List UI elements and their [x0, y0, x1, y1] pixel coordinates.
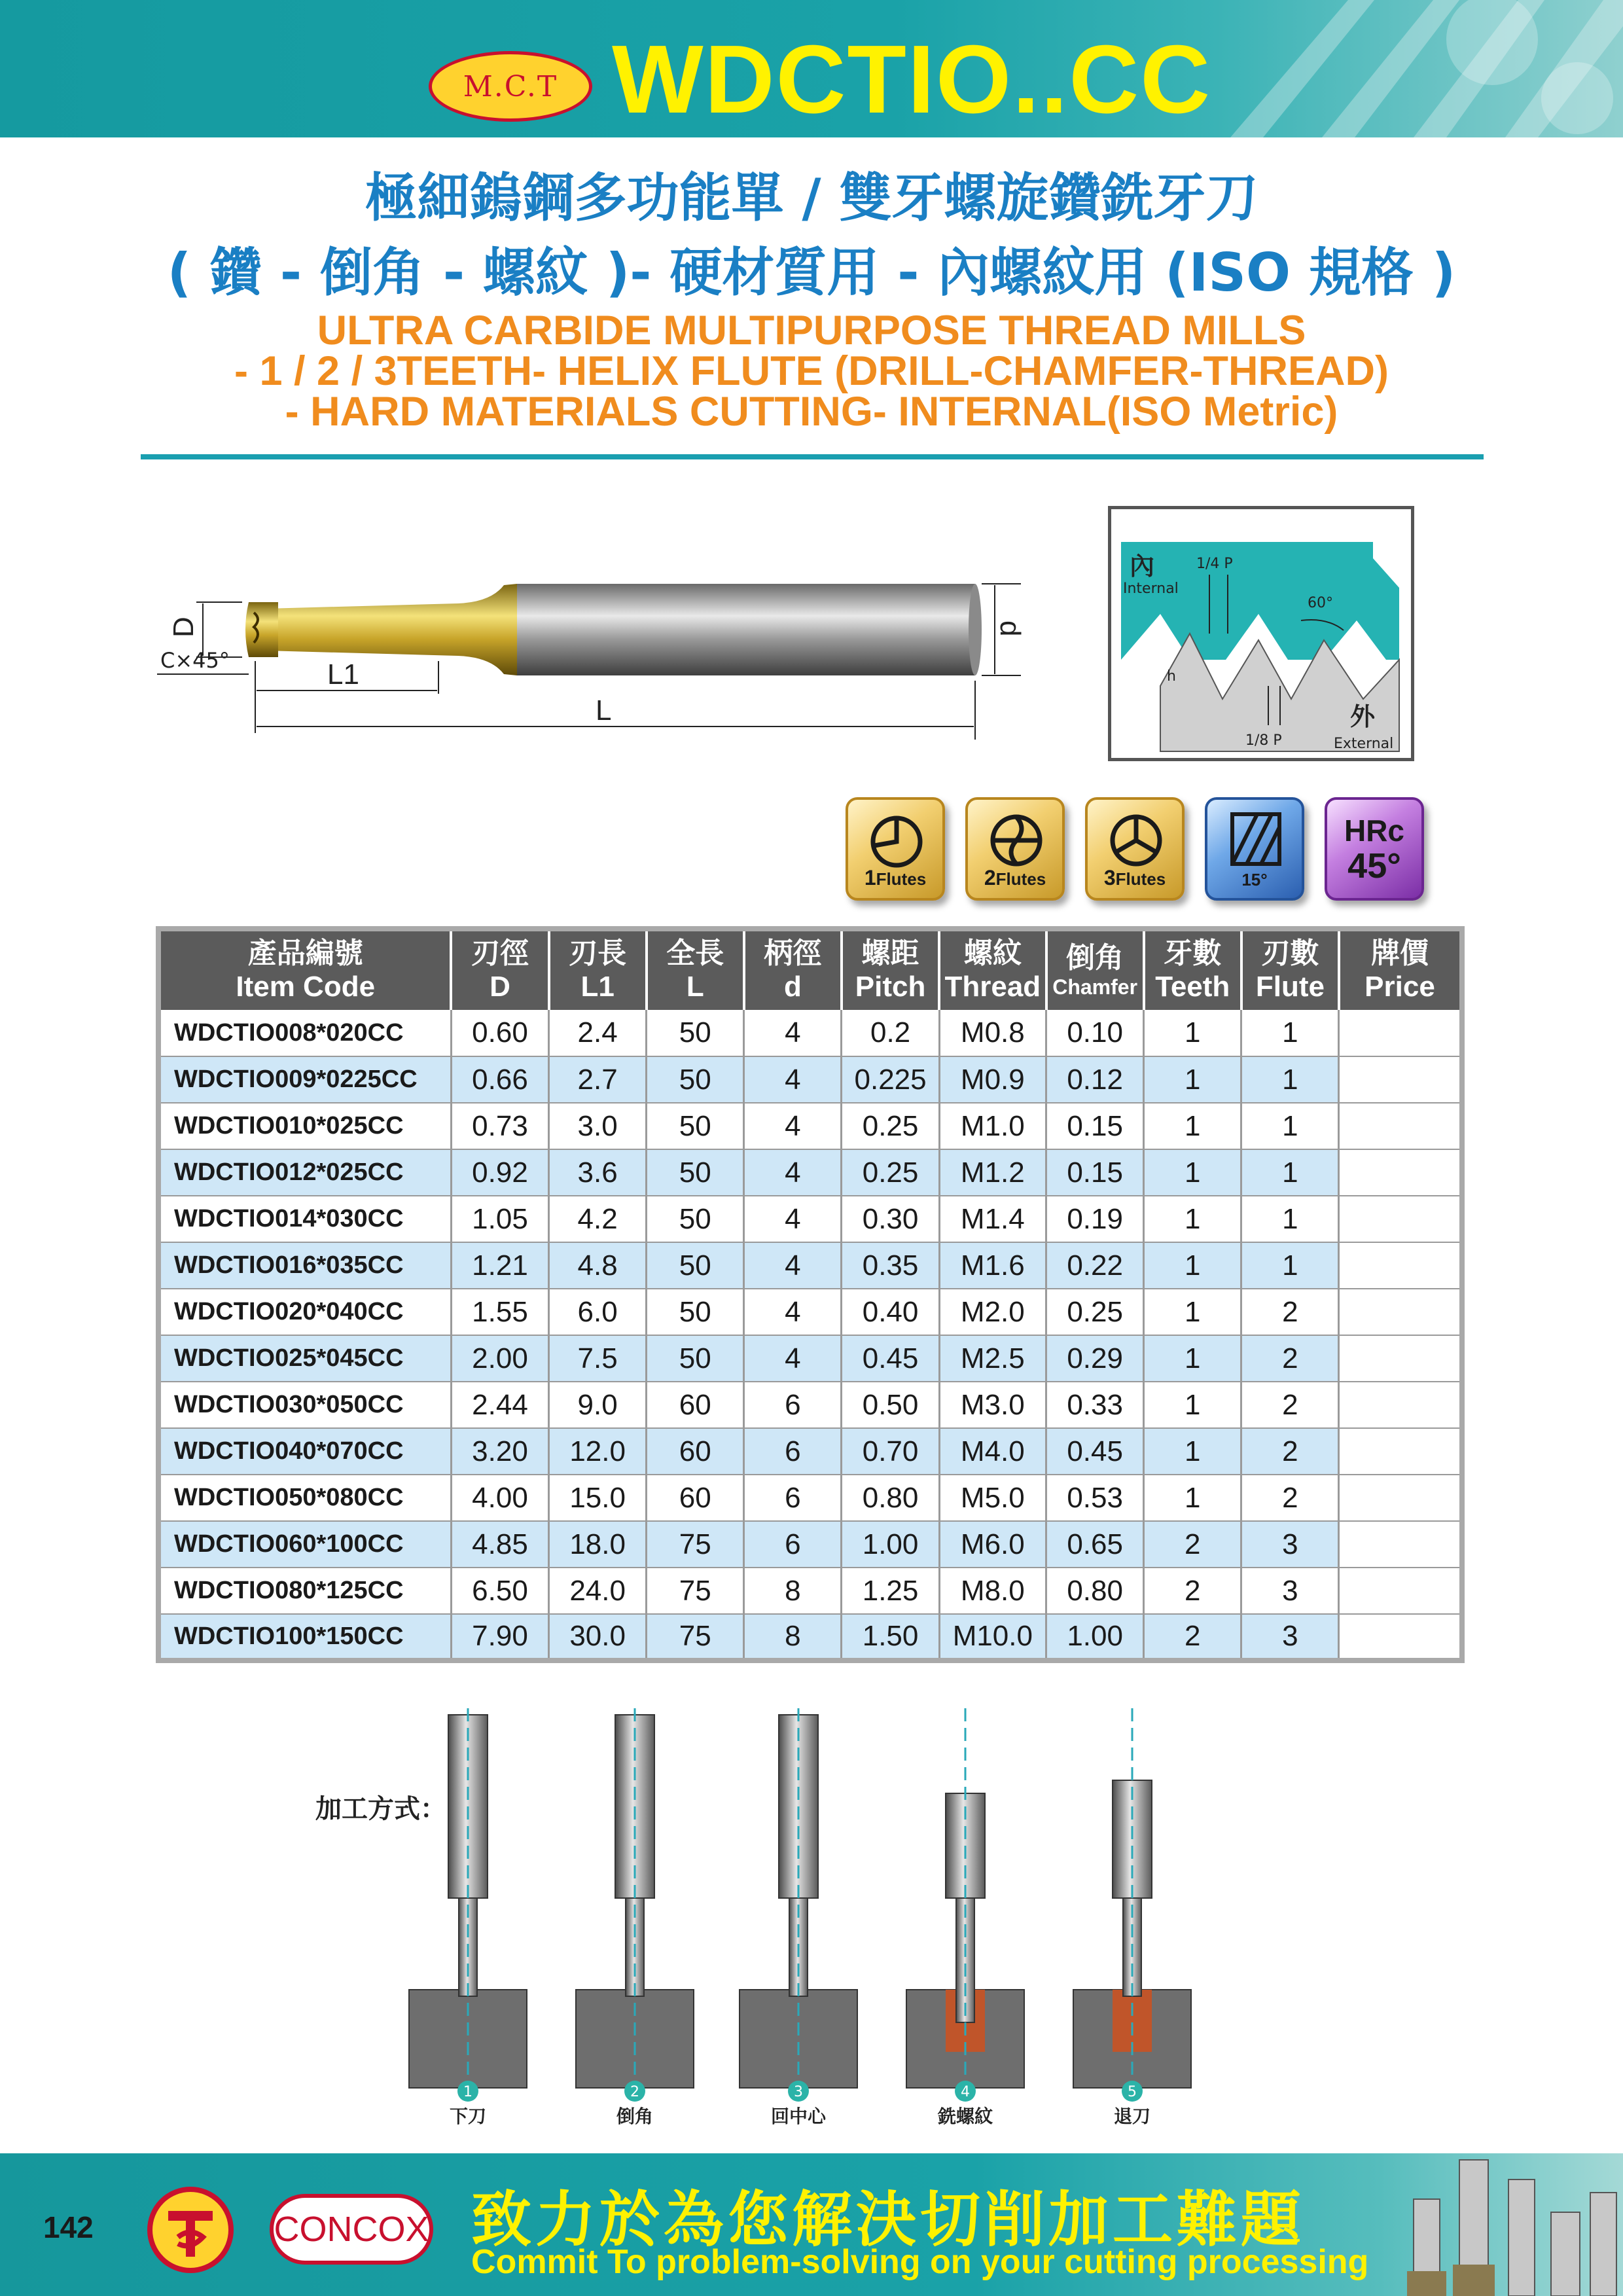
- step-number: 4: [961, 2084, 970, 2100]
- price-cell: [1339, 1335, 1462, 1382]
- column-header: [1241, 929, 1339, 1010]
- price-cell: [1339, 1521, 1462, 1568]
- table-cell: 2: [1241, 1382, 1339, 1428]
- three-flutes-symbol: [1105, 809, 1168, 868]
- table-cell: 2: [1241, 1475, 1339, 1521]
- table-cell: M0.8: [939, 1010, 1046, 1056]
- table-cell: M2.0: [939, 1289, 1046, 1335]
- item-code-cell: WDCTIO030*050CC: [158, 1382, 451, 1428]
- table-cell: 1.05: [451, 1196, 548, 1242]
- helix-angle-icon: [1205, 797, 1304, 901]
- table-cell: 50: [647, 1010, 744, 1056]
- price-cell: [1339, 1242, 1462, 1289]
- price-cell: [1339, 1103, 1462, 1149]
- table-cell: 1.55: [451, 1289, 548, 1335]
- item-code-cell: WDCTIO060*100CC: [158, 1521, 451, 1568]
- table-cell: 0.80: [1046, 1568, 1144, 1614]
- three-flutes-label: 3Flutes: [1103, 866, 1166, 889]
- zh-title-line-2: ( 鑽 - 倒角 - 螺紋 )- 硬材質用 - 內螺紋用 (ISO 規格 ): [167, 242, 1456, 303]
- table-cell: M0.9: [939, 1056, 1046, 1103]
- table-cell: 2.44: [451, 1382, 548, 1428]
- table-cell: 6.50: [451, 1568, 548, 1614]
- chamfer-label: C×45°: [160, 648, 230, 673]
- hardness-icon: [1325, 797, 1424, 901]
- table-cell: 2: [1241, 1289, 1339, 1335]
- en-title-line-3: - HARD MATERIALS CUTTING- INTERNAL(ISO Metric): [285, 389, 1338, 435]
- column-header: [1046, 929, 1144, 1010]
- item-code-cell: WDCTIO080*125CC: [158, 1568, 451, 1614]
- item-code-cell: WDCTIO014*030CC: [158, 1196, 451, 1242]
- table-cell: 4.2: [549, 1196, 647, 1242]
- table-cell: 15.0: [549, 1475, 647, 1521]
- price-cell: [1339, 1428, 1462, 1475]
- table-cell: M5.0: [939, 1475, 1046, 1521]
- table-cell: 3: [1241, 1614, 1339, 1660]
- table-cell: 2.00: [451, 1335, 548, 1382]
- table-cell: 0.53: [1046, 1475, 1144, 1521]
- table-cell: 3: [1241, 1568, 1339, 1614]
- table-cell: 2: [1241, 1428, 1339, 1475]
- process-step-label: 倒角: [616, 2106, 653, 2127]
- table-cell: 0.22: [1046, 1242, 1144, 1289]
- price-cell: [1339, 1475, 1462, 1521]
- table-cell: 2.7: [549, 1056, 647, 1103]
- company-logo-icon: [145, 2185, 236, 2275]
- price-cell: [1339, 1196, 1462, 1242]
- table-row: [158, 1568, 1462, 1614]
- thread-profile-diagram: [1108, 506, 1414, 761]
- column-header-zh: 螺距: [861, 937, 919, 970]
- column-header-en: Item Code: [236, 971, 376, 1003]
- price-cell: [1339, 1614, 1462, 1660]
- table-cell: 7.5: [549, 1335, 647, 1382]
- table-cell: 50: [647, 1103, 744, 1149]
- table-cell: 50: [647, 1242, 744, 1289]
- column-header-en: D: [490, 971, 510, 1003]
- column-header: [744, 929, 842, 1010]
- table-cell: 2: [1144, 1568, 1241, 1614]
- table-cell: 3.20: [451, 1428, 548, 1475]
- column-header-zh: 倒角: [1066, 942, 1124, 975]
- process-step-label: 退刀: [1113, 2106, 1150, 2127]
- tool-dimension-diagram: [151, 563, 1026, 759]
- table-cell: 4.8: [549, 1242, 647, 1289]
- table-cell: 6: [744, 1382, 842, 1428]
- concox-logo: [270, 2194, 433, 2265]
- one-flute-symbol: [865, 809, 928, 868]
- two-flutes-icon: [965, 797, 1065, 901]
- en-title-line-2: - 1 / 2 / 3TEETH- HELIX FLUTE (DRILL-CHAMFER-THREAD): [234, 348, 1389, 394]
- step-number: 2: [630, 2084, 639, 2100]
- table-cell: 9.0: [549, 1382, 647, 1428]
- table-cell: 1.00: [842, 1521, 939, 1568]
- table-cell: 50: [647, 1196, 744, 1242]
- table-cell: 30.0: [549, 1614, 647, 1660]
- column-header-zh: 螺紋: [963, 937, 1022, 970]
- table-cell: 7.90: [451, 1614, 548, 1660]
- column-header: [549, 929, 647, 1010]
- dim-L1-label: L1: [327, 658, 359, 691]
- table-cell: 0.2: [842, 1010, 939, 1056]
- item-code-cell: WDCTIO020*040CC: [158, 1289, 451, 1335]
- table-row: [158, 1475, 1462, 1521]
- price-cell: [1339, 1149, 1462, 1196]
- table-cell: 0.33: [1046, 1382, 1144, 1428]
- table-cell: 1: [1241, 1149, 1339, 1196]
- process-step-3: [740, 1708, 857, 2102]
- table-cell: 1.21: [451, 1242, 548, 1289]
- table-cell: 4.00: [451, 1475, 548, 1521]
- table-cell: 0.15: [1046, 1149, 1144, 1196]
- column-header-zh: 柄徑: [764, 937, 822, 970]
- footer-band: [0, 2153, 1623, 2296]
- column-header: [1339, 929, 1462, 1010]
- table-cell: 2.4: [549, 1010, 647, 1056]
- table-cell: 75: [647, 1614, 744, 1660]
- column-header-zh: 刃長: [569, 937, 627, 970]
- item-code-cell: WDCTIO040*070CC: [158, 1428, 451, 1475]
- external-zh-label: 外: [1350, 702, 1376, 731]
- table-cell: 1: [1241, 1103, 1339, 1149]
- item-code-cell: WDCTIO016*035CC: [158, 1242, 451, 1289]
- process-step-5: [1073, 1708, 1191, 2102]
- table-cell: 1: [1144, 1335, 1241, 1382]
- table-cell: M10.0: [939, 1614, 1046, 1660]
- thread-profile-svg: [1111, 509, 1411, 758]
- column-header: [1144, 929, 1241, 1010]
- table-cell: 0.70: [842, 1428, 939, 1475]
- table-cell: 1: [1241, 1010, 1339, 1056]
- column-header: [939, 929, 1046, 1010]
- table-cell: 12.0: [549, 1428, 647, 1475]
- column-header-en: Teeth: [1155, 971, 1230, 1003]
- table-cell: 1: [1144, 1149, 1241, 1196]
- spec-table: [156, 926, 1465, 1663]
- table-cell: 0.225: [842, 1056, 939, 1103]
- table-cell: 1: [1241, 1196, 1339, 1242]
- table-cell: 2: [1241, 1335, 1339, 1382]
- process-step-4: [906, 1708, 1024, 2102]
- table-body: [158, 1010, 1462, 1660]
- zh-title-line-1: 極細鎢鋼多功能單 / 雙牙螺旋鑽銑牙刀: [365, 168, 1258, 228]
- table-row: [158, 1196, 1462, 1242]
- column-header-zh: 產品編號: [247, 937, 363, 970]
- table-cell: 0.45: [842, 1335, 939, 1382]
- helix-angle-label: 15°: [1241, 870, 1268, 889]
- table-cell: 0.30: [842, 1196, 939, 1242]
- internal-zh-label: 內: [1130, 552, 1155, 581]
- table-cell: 6: [744, 1428, 842, 1475]
- title-divider: [141, 454, 1484, 459]
- table-cell: 1: [1144, 1103, 1241, 1149]
- column-header-zh: 刃數: [1261, 937, 1319, 970]
- table-cell: 1: [1144, 1056, 1241, 1103]
- table-cell: 1: [1144, 1475, 1241, 1521]
- column-header-zh: 全長: [666, 937, 724, 970]
- table-cell: 1: [1144, 1242, 1241, 1289]
- concox-logo-text: CONCOX: [274, 2210, 429, 2249]
- table-cell: 0.92: [451, 1149, 548, 1196]
- dim-d-label: d: [994, 620, 1026, 637]
- three-flutes-icon: [1085, 797, 1185, 901]
- header-tools-decoration: [1152, 0, 1623, 137]
- step-number: 3: [794, 2084, 803, 2100]
- column-header: [158, 929, 451, 1010]
- table-row: [158, 1010, 1462, 1056]
- table-cell: 1.25: [842, 1568, 939, 1614]
- one-flute-label: 1Flutes: [864, 866, 927, 889]
- price-cell: [1339, 1056, 1462, 1103]
- table-cell: M1.0: [939, 1103, 1046, 1149]
- table-cell: M6.0: [939, 1521, 1046, 1568]
- table-cell: 3.0: [549, 1103, 647, 1149]
- table-cell: 0.25: [842, 1149, 939, 1196]
- item-code-cell: WDCTIO009*0225CC: [158, 1056, 451, 1103]
- table-cell: 75: [647, 1568, 744, 1614]
- table-cell: 18.0: [549, 1521, 647, 1568]
- table-cell: 4: [744, 1010, 842, 1056]
- process-step-2: [576, 1708, 694, 2102]
- price-cell: [1339, 1010, 1462, 1056]
- two-flutes-label: 2Flutes: [984, 866, 1046, 889]
- table-cell: 4: [744, 1103, 842, 1149]
- table-row: [158, 1242, 1462, 1289]
- table-cell: 1: [1144, 1010, 1241, 1056]
- column-header-en: Pitch: [855, 971, 926, 1003]
- column-header-en: Price: [1364, 971, 1435, 1003]
- table-cell: M1.4: [939, 1196, 1046, 1242]
- machining-process-diagram: [393, 1708, 1217, 2134]
- header-band: [0, 0, 1623, 137]
- price-cell: [1339, 1382, 1462, 1428]
- table-cell: M8.0: [939, 1568, 1046, 1614]
- external-en-label: External: [1334, 736, 1394, 752]
- quarter-pitch-label: 1/4 P: [1196, 556, 1233, 572]
- table-cell: 8: [744, 1614, 842, 1660]
- column-header-zh: 牌價: [1370, 937, 1429, 970]
- item-code-cell: WDCTIO050*080CC: [158, 1475, 451, 1521]
- table-row: [158, 1521, 1462, 1568]
- process-step-label: 下刀: [449, 2106, 486, 2127]
- table-cell: M1.6: [939, 1242, 1046, 1289]
- table-cell: 4: [744, 1056, 842, 1103]
- table-cell: 60: [647, 1475, 744, 1521]
- item-code-cell: WDCTIO008*020CC: [158, 1010, 451, 1056]
- table-row: [158, 1056, 1462, 1103]
- angle-label: 60°: [1308, 595, 1333, 611]
- table-cell: 0.50: [842, 1382, 939, 1428]
- process-label: 加工方式：: [315, 1794, 446, 1824]
- item-code-cell: WDCTIO025*045CC: [158, 1335, 451, 1382]
- one-flute-icon: [846, 797, 945, 901]
- price-cell: [1339, 1289, 1462, 1335]
- table-cell: 6: [744, 1475, 842, 1521]
- table-row: [158, 1289, 1462, 1335]
- table-cell: 0.19: [1046, 1196, 1144, 1242]
- table-cell: 4.85: [451, 1521, 548, 1568]
- two-flutes-symbol: [985, 809, 1048, 868]
- table-row: [158, 1382, 1462, 1428]
- helix-angle-symbol: [1224, 809, 1287, 868]
- process-step-label: 回中心: [770, 2106, 826, 2127]
- mct-logo: [429, 51, 592, 122]
- table-cell: M2.5: [939, 1335, 1046, 1382]
- table-cell: 1: [1144, 1196, 1241, 1242]
- price-cell: [1339, 1568, 1462, 1614]
- item-code-cell: WDCTIO010*025CC: [158, 1103, 451, 1149]
- table-cell: 1: [1144, 1382, 1241, 1428]
- h-label: h: [1167, 668, 1176, 685]
- table-cell: 2: [1144, 1521, 1241, 1568]
- table-cell: 0.15: [1046, 1103, 1144, 1149]
- table-cell: 1: [1144, 1428, 1241, 1475]
- table-row: [158, 1103, 1462, 1149]
- table-cell: 0.66: [451, 1056, 548, 1103]
- internal-en-label: Internal: [1123, 581, 1179, 597]
- table-row: [158, 1149, 1462, 1196]
- table-cell: 4: [744, 1335, 842, 1382]
- column-header-en: Flute: [1255, 971, 1325, 1003]
- table-cell: 1: [1241, 1056, 1339, 1103]
- table-cell: 50: [647, 1149, 744, 1196]
- table-header-row: [158, 929, 1462, 1010]
- table-cell: 50: [647, 1056, 744, 1103]
- hrc-label: HRc: [1344, 814, 1405, 848]
- table-cell: 0.40: [842, 1289, 939, 1335]
- table-cell: 3: [1241, 1521, 1339, 1568]
- item-code-cell: WDCTIO100*150CC: [158, 1614, 451, 1660]
- table-cell: 0.45: [1046, 1428, 1144, 1475]
- column-header-zh: 刃徑: [471, 937, 529, 970]
- table-cell: 1.00: [1046, 1614, 1144, 1660]
- table-cell: M1.2: [939, 1149, 1046, 1196]
- table-cell: 8: [744, 1568, 842, 1614]
- table-cell: 0.25: [1046, 1289, 1144, 1335]
- column-header-en: d: [783, 971, 802, 1003]
- footer-tools-decoration: [1361, 2081, 1623, 2296]
- table-cell: 50: [647, 1335, 744, 1382]
- table-cell: 60: [647, 1428, 744, 1475]
- table-cell: 0.60: [451, 1010, 548, 1056]
- page-title: WDCTIO..CC: [612, 26, 1212, 134]
- hrc-value: 45°: [1347, 846, 1401, 886]
- table-cell: 0.29: [1046, 1335, 1144, 1382]
- item-code-cell: WDCTIO012*025CC: [158, 1149, 451, 1196]
- table-cell: 6.0: [549, 1289, 647, 1335]
- slogan-zh: 致力於為您解決切削加工難題: [471, 2185, 1306, 2255]
- table-cell: 1: [1144, 1289, 1241, 1335]
- column-header-en: Thread: [944, 971, 1041, 1003]
- step-number: 5: [1128, 2084, 1137, 2100]
- table-cell: 4: [744, 1242, 842, 1289]
- column-header-zh: 牙數: [1164, 937, 1222, 970]
- table-cell: M4.0: [939, 1428, 1046, 1475]
- table-cell: 3.6: [549, 1149, 647, 1196]
- dim-D-label: D: [168, 617, 200, 637]
- process-step-label: 銑螺紋: [937, 2106, 993, 2127]
- dim-L-label: L: [596, 694, 612, 726]
- table-cell: 4: [744, 1289, 842, 1335]
- table-cell: 0.73: [451, 1103, 548, 1149]
- column-header-en: Chamfer: [1052, 975, 1138, 999]
- column-header: [842, 929, 939, 1010]
- table-cell: 0.25: [842, 1103, 939, 1149]
- mct-logo-text: M.C.T: [463, 69, 558, 103]
- en-title-line-1: ULTRA CARBIDE MULTIPURPOSE THREAD MILLS: [317, 308, 1306, 353]
- table-row: [158, 1428, 1462, 1475]
- table-cell: 0.10: [1046, 1010, 1144, 1056]
- table-row: [158, 1614, 1462, 1660]
- page-number: 142: [43, 2210, 94, 2244]
- table-cell: 1: [1241, 1242, 1339, 1289]
- process-step-1: [409, 1708, 527, 2102]
- column-header: [451, 929, 548, 1010]
- table-cell: 24.0: [549, 1568, 647, 1614]
- table-cell: 0.35: [842, 1242, 939, 1289]
- table-cell: 0.65: [1046, 1521, 1144, 1568]
- table-cell: 2: [1144, 1614, 1241, 1660]
- table-cell: 0.80: [842, 1475, 939, 1521]
- slogan-en: Commit To problem-solving on your cutting processing: [471, 2243, 1369, 2281]
- table-cell: 60: [647, 1382, 744, 1428]
- eighth-pitch-label: 1/8 P: [1245, 732, 1282, 749]
- table-cell: 0.12: [1046, 1056, 1144, 1103]
- column-header-en: L: [686, 971, 704, 1003]
- table-cell: 4: [744, 1149, 842, 1196]
- column-header-en: L1: [580, 971, 615, 1003]
- step-number: 1: [463, 2084, 473, 2100]
- table-cell: 4: [744, 1196, 842, 1242]
- table-row: [158, 1335, 1462, 1382]
- table-cell: 1.50: [842, 1614, 939, 1660]
- table-cell: M3.0: [939, 1382, 1046, 1428]
- column-header: [647, 929, 744, 1010]
- table-cell: 50: [647, 1289, 744, 1335]
- table-cell: 75: [647, 1521, 744, 1568]
- table-cell: 6: [744, 1521, 842, 1568]
